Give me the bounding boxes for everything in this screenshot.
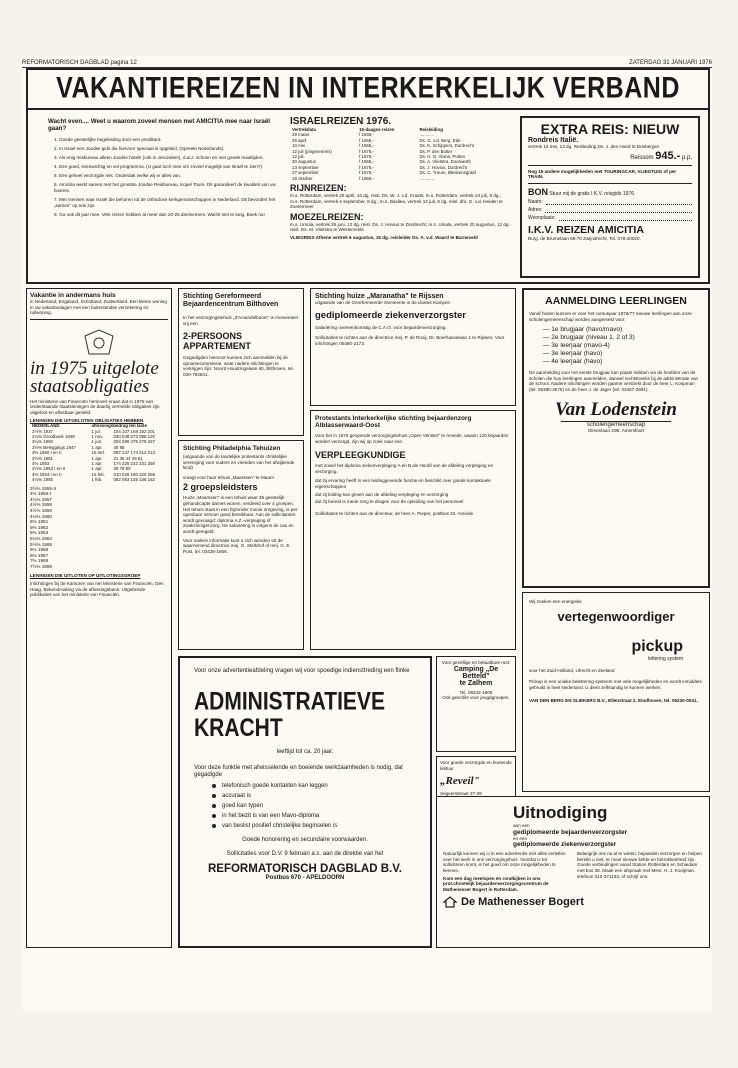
leerlingen-item: — 2e brugjaar (niveau 1, 2 of 3) <box>543 334 635 342</box>
obligatie-cell: 082 083 125 136 162 <box>113 477 155 483</box>
amicitia-question: Wacht even.... Weet u waarom zoveel mensen met AMICITIA mee naar Israël gaan? <box>48 118 271 132</box>
bon-field[interactable] <box>528 199 692 205</box>
protestants-text: Voor het in 1976 geopende verzorgingstehuis „Open Venster" te Ameide, waarin 120 bejaarden worden verzorgd, zijn wij op zoek naar een <box>315 433 509 444</box>
obligatie-cell: 1 jul. <box>91 428 101 434</box>
obligatie-cell: 1 jun. <box>91 439 103 445</box>
israel-cell: Ds. J. Hovius, Dordrecht <box>419 164 468 170</box>
obligatie-cell: 104 107 168 192 201 <box>113 428 155 434</box>
uitnodiging-ad <box>436 796 710 948</box>
vakantie-text: in Nederland, Engeland, Schotland, Zwitserland. Een kleine woning in uw vakantiedagen met een buitenlandse verzekering en ruilwoning. <box>30 299 167 316</box>
israel-cell: f 1675,- <box>359 170 374 176</box>
pickup-title: vertegenwoordiger <box>557 608 675 624</box>
uitnodiging-role2: gediplomeerde ziekenverzorgster <box>513 841 617 849</box>
obligatie-list-item: 4¼% 1957 <box>30 496 52 502</box>
obligatie-cell: 1 feb. <box>91 477 103 483</box>
israel-cell: Ds. P. den Butter <box>419 148 453 154</box>
obligatie-list-item: 3½% 1955-II <box>30 485 57 491</box>
israel-cell: 10 mei <box>292 143 306 149</box>
obligaties-sub2: LENINGEN DIE UITLOTEN OP UITLOTINGSGROEP <box>30 572 141 578</box>
obligatie-cell: 3¼% 1950 <box>32 439 53 445</box>
lodenstein-sub: scholengemeenschap <box>561 421 671 428</box>
admin-bullet <box>212 823 416 829</box>
obligaties-list <box>30 486 168 570</box>
reveil-intro: Voor goede verzorgde en boeiende lektuur <box>440 760 512 771</box>
maranatha-text: Salariëring overeenkomstig de C.A.O. voor bejaardenverzorging. <box>315 324 447 330</box>
amicitia-points <box>48 137 278 218</box>
israel-cell: 13 september <box>292 164 319 170</box>
maranatha-contact: Sollicitaties te richten aan de directrice mej. P. de Rooij, Dr. Boerhaavelaan 1 te Rijssen. Voor inlichtingen 05480-2173. <box>315 335 505 346</box>
israel-cell: 29 maart <box>292 132 310 138</box>
leerlingen-item: — 4e leerjaar (havo) <box>543 358 603 366</box>
israel-cell: f 1665,- <box>359 143 374 149</box>
uitnodiging-text-right: Belangrijk ons na al te weten: bejaarden verzorgen en helpen bereikt u niet, er moet nieuwe liefde en betrokkenheid zijn. Goede verbindingen vanaf Station Rotterdam en Schiedam met bus 38. Maak een afspraak met Mevr. H. J. Kooijman, telefoon 010-371133, of schrijf ons. <box>577 851 702 879</box>
obligaties-table <box>30 423 168 482</box>
obligaties-footer: Inlichtingen bij de Kantoren van het Ministerie van Financiën, Den Haag. Bekendmaking via de aflossingsbank. Uitgebreide publikaties van het ministerie van Financiën. <box>30 581 164 598</box>
ikv-address: Burg. de Bruïnelaan 68-70 Zwijndrecht, Tel. 078-20020. <box>528 235 641 241</box>
obligatie-cell: 010 028 180 220 258 <box>113 471 155 477</box>
israel-cell: f 1675,- <box>359 164 374 170</box>
protestants-list-item: dat zij ervaring heeft in een leidinggevende functie en beschikt over goede kontaktuele eigenschappen <box>315 478 491 489</box>
header-left: REFORMATORISCH DAGBLAD pagina 12 <box>22 60 137 66</box>
camping-ad <box>436 656 516 752</box>
crest-icon <box>79 328 119 358</box>
pickup-brand: pickup <box>631 637 683 655</box>
amicitia-point: 5. Een geheel verzorgde reis. Onderdak welke wij er alles van. <box>54 173 182 178</box>
obligaties-column <box>26 288 172 948</box>
israel-cell: f 1665,- <box>359 175 374 181</box>
obligatie-row <box>30 477 168 482</box>
newspaper-page <box>22 56 712 1011</box>
camping-place: te Zalhem <box>459 679 493 687</box>
israel-cell: f 1675,- <box>359 148 374 154</box>
camping-name: Camping „De Betteld" <box>453 665 499 680</box>
obligatie-cell: 1 apr. <box>91 455 103 461</box>
col-days: 15-daagse reizen <box>359 127 395 132</box>
leerlingen-text: De aanmelding voor het eerste brugjaar kan plaats hebben via de hoofden van de scholen die hun leerlingen aanmelden, danwel rechtstreeks bij de administratie van de school. Nadere inlichtingen worden gaarne verstrekt door de heer L. Koopman (tel. 05380-3575) en de heer J. de Jager (tel. 03467-2681). <box>529 370 699 392</box>
leerlingen-ad <box>522 288 710 588</box>
protestants-role: VERPLEEGKUNDIGE <box>315 450 406 461</box>
obligatie-cell: 3¼% Grootboek 1948 <box>32 433 75 439</box>
israel-cell: f 1645,- <box>359 132 374 138</box>
philadelphia-zoekt: vraagt voor haar tehuis „Maarssen" te Maarn <box>183 474 274 480</box>
israel-cell: f 1665,- <box>359 137 374 143</box>
amicitia-point: 2. In Israel een Joodse gids die hiervoor speciaal is opgeleid. (Spreekt Nederlands). <box>54 146 225 151</box>
obligatie-cell: 3½% Beleggings 1947 <box>32 444 76 450</box>
vliegreis-text: VLIEGREIS Athene vertrek 6 augustus, 15 dg. reisleider Ds. A. v.d. Waard te Barneveld <box>290 235 478 241</box>
reveil-address: Segeersstraat 37-39 <box>440 791 482 797</box>
pickup-brand-sub: lettering system <box>647 655 683 662</box>
header-right: ZATERDAG 31 JANUARI 1976 <box>629 60 712 66</box>
bullet-icon <box>212 814 216 818</box>
philadelphia-ad-title: 2 groepsleidsters <box>183 482 258 493</box>
amicitia-point: 3. Als enig reisbureau alleen Joodse hotels (ook in Jeruzalem), d.w.z. schoon en met goede maaltijden. <box>54 155 264 160</box>
extra-text: vertrek 10 mei, 13 dg. Reisleiding Ds. J. den Hoed te Driebergen <box>528 144 660 149</box>
protestants-list-item: dat zij bereid is mede zorg te dragen voor de opleiding van het personeel <box>315 499 464 505</box>
obligatie-cell: 16 feb. <box>91 471 105 477</box>
house-icon <box>443 896 457 908</box>
rijn-text: m.s. Rotterdam, vertrek 29 april, 10 dg. reisl. Ds. W. J. v.d. Kraats; m.s. Rotterdam, vertrek 24 juli, 8 dg.; m.s. Rotterdam, vertrek 4 september, 8 dg.; m.s. Basilea, vertrek 12 juli, 8 dg. reisl. dhr. G. v.d. Heiden te Zoetermeer <box>290 193 503 210</box>
vakantie-title: Vakantie in andermans huis <box>30 292 116 299</box>
bon-label: BON <box>528 186 548 197</box>
vakantiereizen-ad <box>26 68 710 284</box>
admin-apply: Sollicitaties voor D.V. 9 februari a.s. aan de direktie van het <box>226 851 384 857</box>
bon-field-label: Woonplaats: <box>528 214 556 221</box>
obligatie-list-item: 4¾% 1960 <box>30 513 52 519</box>
admin-bullet-text: in het bezit is van een Mavo-diploma <box>222 813 320 819</box>
obligatie-cell: 28 78 80 <box>113 466 131 472</box>
uitnodiging-bold: Kom een dag meelopen en rondkijken in ons prot.christelijk bejaardenverzorgingscentrum de Mathenesser Bogert in Rotterdam. <box>443 875 549 892</box>
protestants-text2: met zowel het diploma ziekenverpleging A en B als Hoofd van de afdeling verpleging en verzorging. <box>315 463 493 474</box>
page-header <box>22 60 712 68</box>
moezel-title: MOEZELREIZEN: <box>290 211 364 222</box>
moezel-text: m.s. Ursula, vertrek 26 juni, 12 dg. reisl. Ds. J. Hovius te Dordrecht; m.s. Ursula, vertrek 20 augustus, 12 dg. reisl. Ds. M. Vlietstra te Westervelde <box>290 221 510 233</box>
col-date: Vertrekdata <box>292 127 316 132</box>
bon-field-label: Naam: <box>528 198 543 205</box>
bilthoven-ad-text: Gegadigden hiervoor kunnen zich aanmelden bij de opnamecommissie, waar nadere inlichtingen te verkrijgen zijn: Noord Houdringelaan 60, Bilthoven, tel. 030-784841. <box>183 355 294 377</box>
protestants-ad <box>310 410 516 650</box>
amicitia-point: 7. Met mensen naar Israël die behoren tot de orthodoxe kerkgenootschappen in Nederland. Dit bevordert het „samen" op reis zijn. <box>54 197 276 208</box>
uitnodiging-lead: aan een <box>513 823 530 828</box>
obligatie-cell: 3% 1950 I en II <box>32 450 62 456</box>
uitnodiging-title: Uitnodiging <box>513 803 608 822</box>
admin-bullet-text: goed kan typen <box>222 803 264 809</box>
extra-reis-box <box>520 116 700 278</box>
obligatie-cell: 174 220 232 231 250 <box>113 461 155 466</box>
obligatie-row <box>30 450 168 455</box>
obligatie-list-item: 7% 1968 <box>30 558 49 564</box>
israel-cell: Ds. G. v.d. Berg, Ede <box>419 137 461 143</box>
admin-need: Voor deze funktie met afwisselende en boeiende werkzaamheden is nodig, dat gegadigde <box>194 765 403 778</box>
bon-text: Stuur mij de gratis I.K.V. reisgids 1976 <box>549 190 634 197</box>
obligatie-list-item: 5½% 1965 <box>30 541 52 547</box>
obligatie-cell: 16 mrt. <box>91 450 106 456</box>
leerlingen-items <box>543 326 703 366</box>
lodenstein-logo: Van Lodenstein <box>555 398 677 420</box>
pickup-ad <box>522 592 710 792</box>
obligatie-cell: 3½% 1953 I en II <box>32 466 66 472</box>
maranatha-sub: uitgaande van de Gereformeerde Gemeente in de classis Kampen <box>315 300 451 305</box>
admin-po: Postbus 670 - APELDOORN <box>265 875 345 881</box>
bon-field-input[interactable] <box>545 207 692 213</box>
pickup-text: Pickup is een unieke belettering-systeem met vele mogelijkheden en wordt inmiddels gebruikt in heel Nederland. U dient zelfstandig te kunnen werken. <box>529 679 702 690</box>
obligatie-cell: 3½% 1951 <box>32 455 53 461</box>
obligatie-cell: 1 apr. <box>91 444 103 450</box>
israel-cell: ............ <box>419 132 435 138</box>
stichting-bilthoven-ad <box>178 288 304 436</box>
obligatie-row <box>30 439 168 444</box>
admin-bullet <box>212 783 416 789</box>
obligatie-cell: 204 280 475 279 327 <box>113 439 155 445</box>
leerlingen-intro: Vanaf heden kunnen er voor het cursusjaar 1976/77 nieuwe leerlingen aan onze scholengemeenschap worden aangemeld voor: <box>529 311 692 322</box>
leerlingen-item: — 3e leerjaar (mavo-4) <box>543 342 610 350</box>
obl-col1: NEDERLAND <box>32 423 60 429</box>
obligatie-list-item: 5% 1963 <box>30 530 49 536</box>
israel-cell: Ds. H. G. Abma, Putten <box>419 154 466 160</box>
protestants-list-item: dat zij leiding kan geven aan de afdeling verpleging en verzorging <box>315 491 449 497</box>
uitnodiging-lead2: en een <box>513 835 528 841</box>
admin-age: leeftijd tot ca. 20 jaar. <box>276 749 334 755</box>
banner-title: VAKANTIEREIZEN IN INTERKERKELIJK VERBAND <box>56 71 680 105</box>
philadelphia-contact: Voor nadere informatie kunt u zich wenden tot de waarnemend directrice mej. G. Sterkhof of mej. G. E. Post, tel. 03436-1856. <box>183 537 291 554</box>
amicitia-point: 6. Amicitia werkt samen met het grootste Joodse Reisbureau, Kopel Tours. Dit garandeert de kwaliteit van uw busreis. <box>54 182 276 193</box>
administratieve-kracht-ad <box>178 656 432 948</box>
israel-cell: f 1665,- <box>359 159 374 165</box>
bilthoven-ad-title: 2-PERSOONS APPARTEMENT <box>183 331 251 352</box>
bilthoven-text: In het verzorgingstehuis „d'Amandelboom" is momenteel vrij een <box>183 315 298 326</box>
philadelphia-text: (uitgaande van de landelijke protestants christelijke vereniging voor ouders en vrienden van het afwijkende kind) <box>183 454 295 471</box>
bon-field-input[interactable] <box>559 215 692 221</box>
ikv-company: I.K.V. REIZEN AMICITIA <box>528 223 644 236</box>
obligatie-cell: 1 nov. <box>91 433 104 439</box>
obligatie-list-item: 6% 1967 <box>30 552 49 558</box>
protestants-contact: Sollicitaties te richten aan de directeur, de heer A. Pieper, postbus 34, Ameide. <box>315 510 475 516</box>
protestants-list <box>315 478 511 504</box>
amicitia-column <box>48 118 278 221</box>
admin-bullet <box>212 803 416 809</box>
obligatie-cell: 21 35 44 49 81 <box>113 455 143 461</box>
israel-cell: ............ <box>419 175 435 181</box>
bon-field-label: Adres: <box>528 206 543 213</box>
admin-bullet-text: telefonisch goede kontakten kan leggen <box>222 783 328 789</box>
obligatie-cell: 030 048 073 098 120 <box>113 433 155 439</box>
obligatie-list-item: 5% 1961 <box>30 519 49 525</box>
israel-cell: 27 september <box>292 170 319 176</box>
obligatie-list-item: 4½% 1959 <box>30 508 52 513</box>
extra-sub: Rondreis Italië. <box>528 137 579 144</box>
israel-cell: Ds. A. Vlietstra, Doorwerth <box>419 159 471 165</box>
maranatha-role: gediplomeerde ziekenverzorgster <box>315 309 466 321</box>
leerlingen-title: AANMELDING LEERLINGEN <box>545 295 687 307</box>
israel-cell: 12 juli (jongerenreis) <box>292 148 332 154</box>
obligatie-list-item: 5¼% 1964 <box>30 535 52 541</box>
israel-cell: Ds. C. Treure, Bleskensgraaf <box>419 170 476 176</box>
reveil-name: „Reveil" <box>440 775 480 788</box>
price-label: Reissom <box>630 154 654 161</box>
obligaties-sub: LENINGEN DIE UITGELOTEN OBLIGATIES HEBBEN <box>30 417 144 423</box>
maranatha-ad <box>310 288 516 406</box>
extra-title: EXTRA REIS: NIEUW <box>540 121 680 137</box>
leerlingen-item: — 1e brugjaar (havo/mavo) <box>543 326 623 334</box>
bullet-icon <box>212 794 216 798</box>
mathenesser-logo: De Mathenesser Bogert <box>461 896 584 909</box>
amicitia-point: 4. Een goed, evenwichtig en vol programma. (U gaat toch mee om zoveel mogelijk van Israël te zien?) <box>54 164 262 169</box>
obligatie-list-item: 4% 1956-I <box>30 491 51 497</box>
price-suffix: p.p. <box>681 154 692 161</box>
admin-bullet <box>212 813 416 819</box>
obligatie-cell: 1 apr. <box>91 461 103 466</box>
col-lead: Reisleiding <box>419 127 443 132</box>
admin-bullet-text: van beslist positief christelijke beginselen is <box>222 823 338 829</box>
price-value: 945.- <box>655 149 681 162</box>
bullet-icon <box>212 784 216 788</box>
obligaties-title: in 1975 uitgelote staatsobligaties <box>30 357 159 397</box>
bon-field-input[interactable] <box>546 199 692 205</box>
admin-bullet <box>212 793 416 799</box>
admin-title: ADMINISTRATIEVE KRACHT <box>194 687 385 742</box>
israel-table <box>290 127 510 181</box>
admin-intro: Voor onze advertentieafdeling vragen wij voor spoedige indiensttreding een flinke <box>194 668 410 674</box>
obligatie-cell: 1 apr. <box>91 466 103 472</box>
philadelphia-name: Stichting Philadelphia Tehuizen <box>183 445 281 452</box>
camping-label: Voor gezellige en betaalbare rust: <box>441 660 511 665</box>
obligaties-intro: Het ministerie van Financiën herinnert eraan dat in 1975 van onderstaande staatsleningen de daarbij vermelde obligaties zijn uitgeloot en aflosbaar gesteld. <box>30 398 160 415</box>
bon-field[interactable] <box>528 207 692 213</box>
israel-row <box>290 176 510 181</box>
israel-cell: 30 augustus <box>292 159 316 165</box>
protestants-title: Protestants Interkerkelijke stichting bejaardenzorg Alblasserwaard-Oost <box>315 415 472 429</box>
admin-offer: Goede honorering en secundaire voorwaarden. <box>242 837 368 843</box>
israel-cell: 18 oktober <box>292 175 313 181</box>
obligatie-cell: 087 147 174 212 213 <box>113 450 155 456</box>
admin-company: REFORMATORISCH DAGBLAD B.V. <box>207 863 403 875</box>
obligatie-cell: 40 88 <box>113 444 125 450</box>
lodenstein-address: Olmenlaan 20B, Amersfoort <box>587 427 645 433</box>
obligatie-cell: 4¼% 1955 <box>32 477 53 483</box>
admin-bullets <box>194 783 416 829</box>
obligatie-list-item: 7½% 1969 <box>30 563 52 569</box>
obligatie-list-item: 5% 1962 <box>30 524 49 530</box>
uitnodiging-text-left: Natuurlijk kunnen wij U in een advertentie niet alles vertellen over het werk in ons verzorgingshuis. Voordat U tot solliciteren komt, is het goed om onze mogelijkheden te kennen. <box>443 851 566 873</box>
philadelphia-ad-text: Huize „Maarssen" is een tehuis waar 38 geestelijk gehandicapte dames wonen, verdeeld over 4 groepen. Het tehuis staat in een bijzonder mooie omgeving, is per openbaar vervoer goed bereikbaar. Aan de sollicitanten wordt gevraagd: diploma A.Z.-verpleging of zwakzinnigenzorg. De salariëring is volgens de cao en wordt geregeld. <box>183 495 298 534</box>
bon-form <box>528 199 692 221</box>
obligatie-cell: 4% 1953 <box>32 461 50 466</box>
camping-note: Ook geschikt voor jeugdgroepen. <box>442 695 510 701</box>
maranatha-title: Stichting huize „Maranatha" te Rijssen <box>315 293 444 300</box>
admin-bullet-text: accuraat is <box>222 793 252 799</box>
obligatie-cell: 4% 1954 I en II <box>32 471 62 477</box>
bullet-icon <box>212 804 216 808</box>
philadelphia-ad <box>178 440 304 650</box>
amicitia-point: 1. Goede geestelijke begeleiding door een predikant. <box>54 137 162 142</box>
camping-tel: Tel. 08342-1906 <box>459 689 493 695</box>
pickup-intro: Wij zoeken een energieke <box>529 599 582 604</box>
uitnodiging-role1: gediplomeerde bejaardenverzorgster <box>513 828 628 836</box>
israel-title: ISRAELREIZEN 1976. <box>290 116 392 127</box>
pickup-address: VAN DEN BERG EN SLIEKERS B.V., Ellenstraat 2, Eindhoven, tel. 05230-0041. <box>529 698 698 704</box>
extra-note: Nog 15 andere mogelijkheden met TOURINGCAR, VLIEGTUIG of per TRAIN. <box>528 168 677 180</box>
israel-column <box>290 116 510 241</box>
bullet-icon <box>212 824 216 828</box>
obl-col2: aflossingsbedrag ten laste <box>91 423 147 429</box>
israel-cell: 26 april <box>292 137 307 143</box>
leerlingen-item: — 3e leerjaar (havo) <box>543 350 603 358</box>
israel-cell: Ds. K. Schippers, Dordrecht <box>419 143 474 149</box>
obligatie-list-item: 6% 1966 <box>30 547 49 553</box>
obligatie-cell: 2½% 1937 <box>32 428 53 434</box>
rijn-title: RIJNREIZEN: <box>290 183 347 194</box>
amicitia-point: 8. Ga ook dit jaar mee. Vele reizen hebben al meer dan 20-25 deelnemers. Wacht niet te lang. Boek nu! <box>54 212 265 217</box>
bilthoven-name: Stichting Gereformeerd Bejaardencentrum Bilthoven <box>183 293 279 308</box>
obligatie-list-item: 4½% 1958 <box>30 502 52 508</box>
bon-field[interactable] <box>528 215 692 221</box>
israel-cell: f 1675,- <box>359 154 374 160</box>
israel-cell: 12 juli <box>292 154 304 160</box>
pickup-sub: voor het Zuid-Holland, Utrecht en Zeeland <box>529 667 615 673</box>
